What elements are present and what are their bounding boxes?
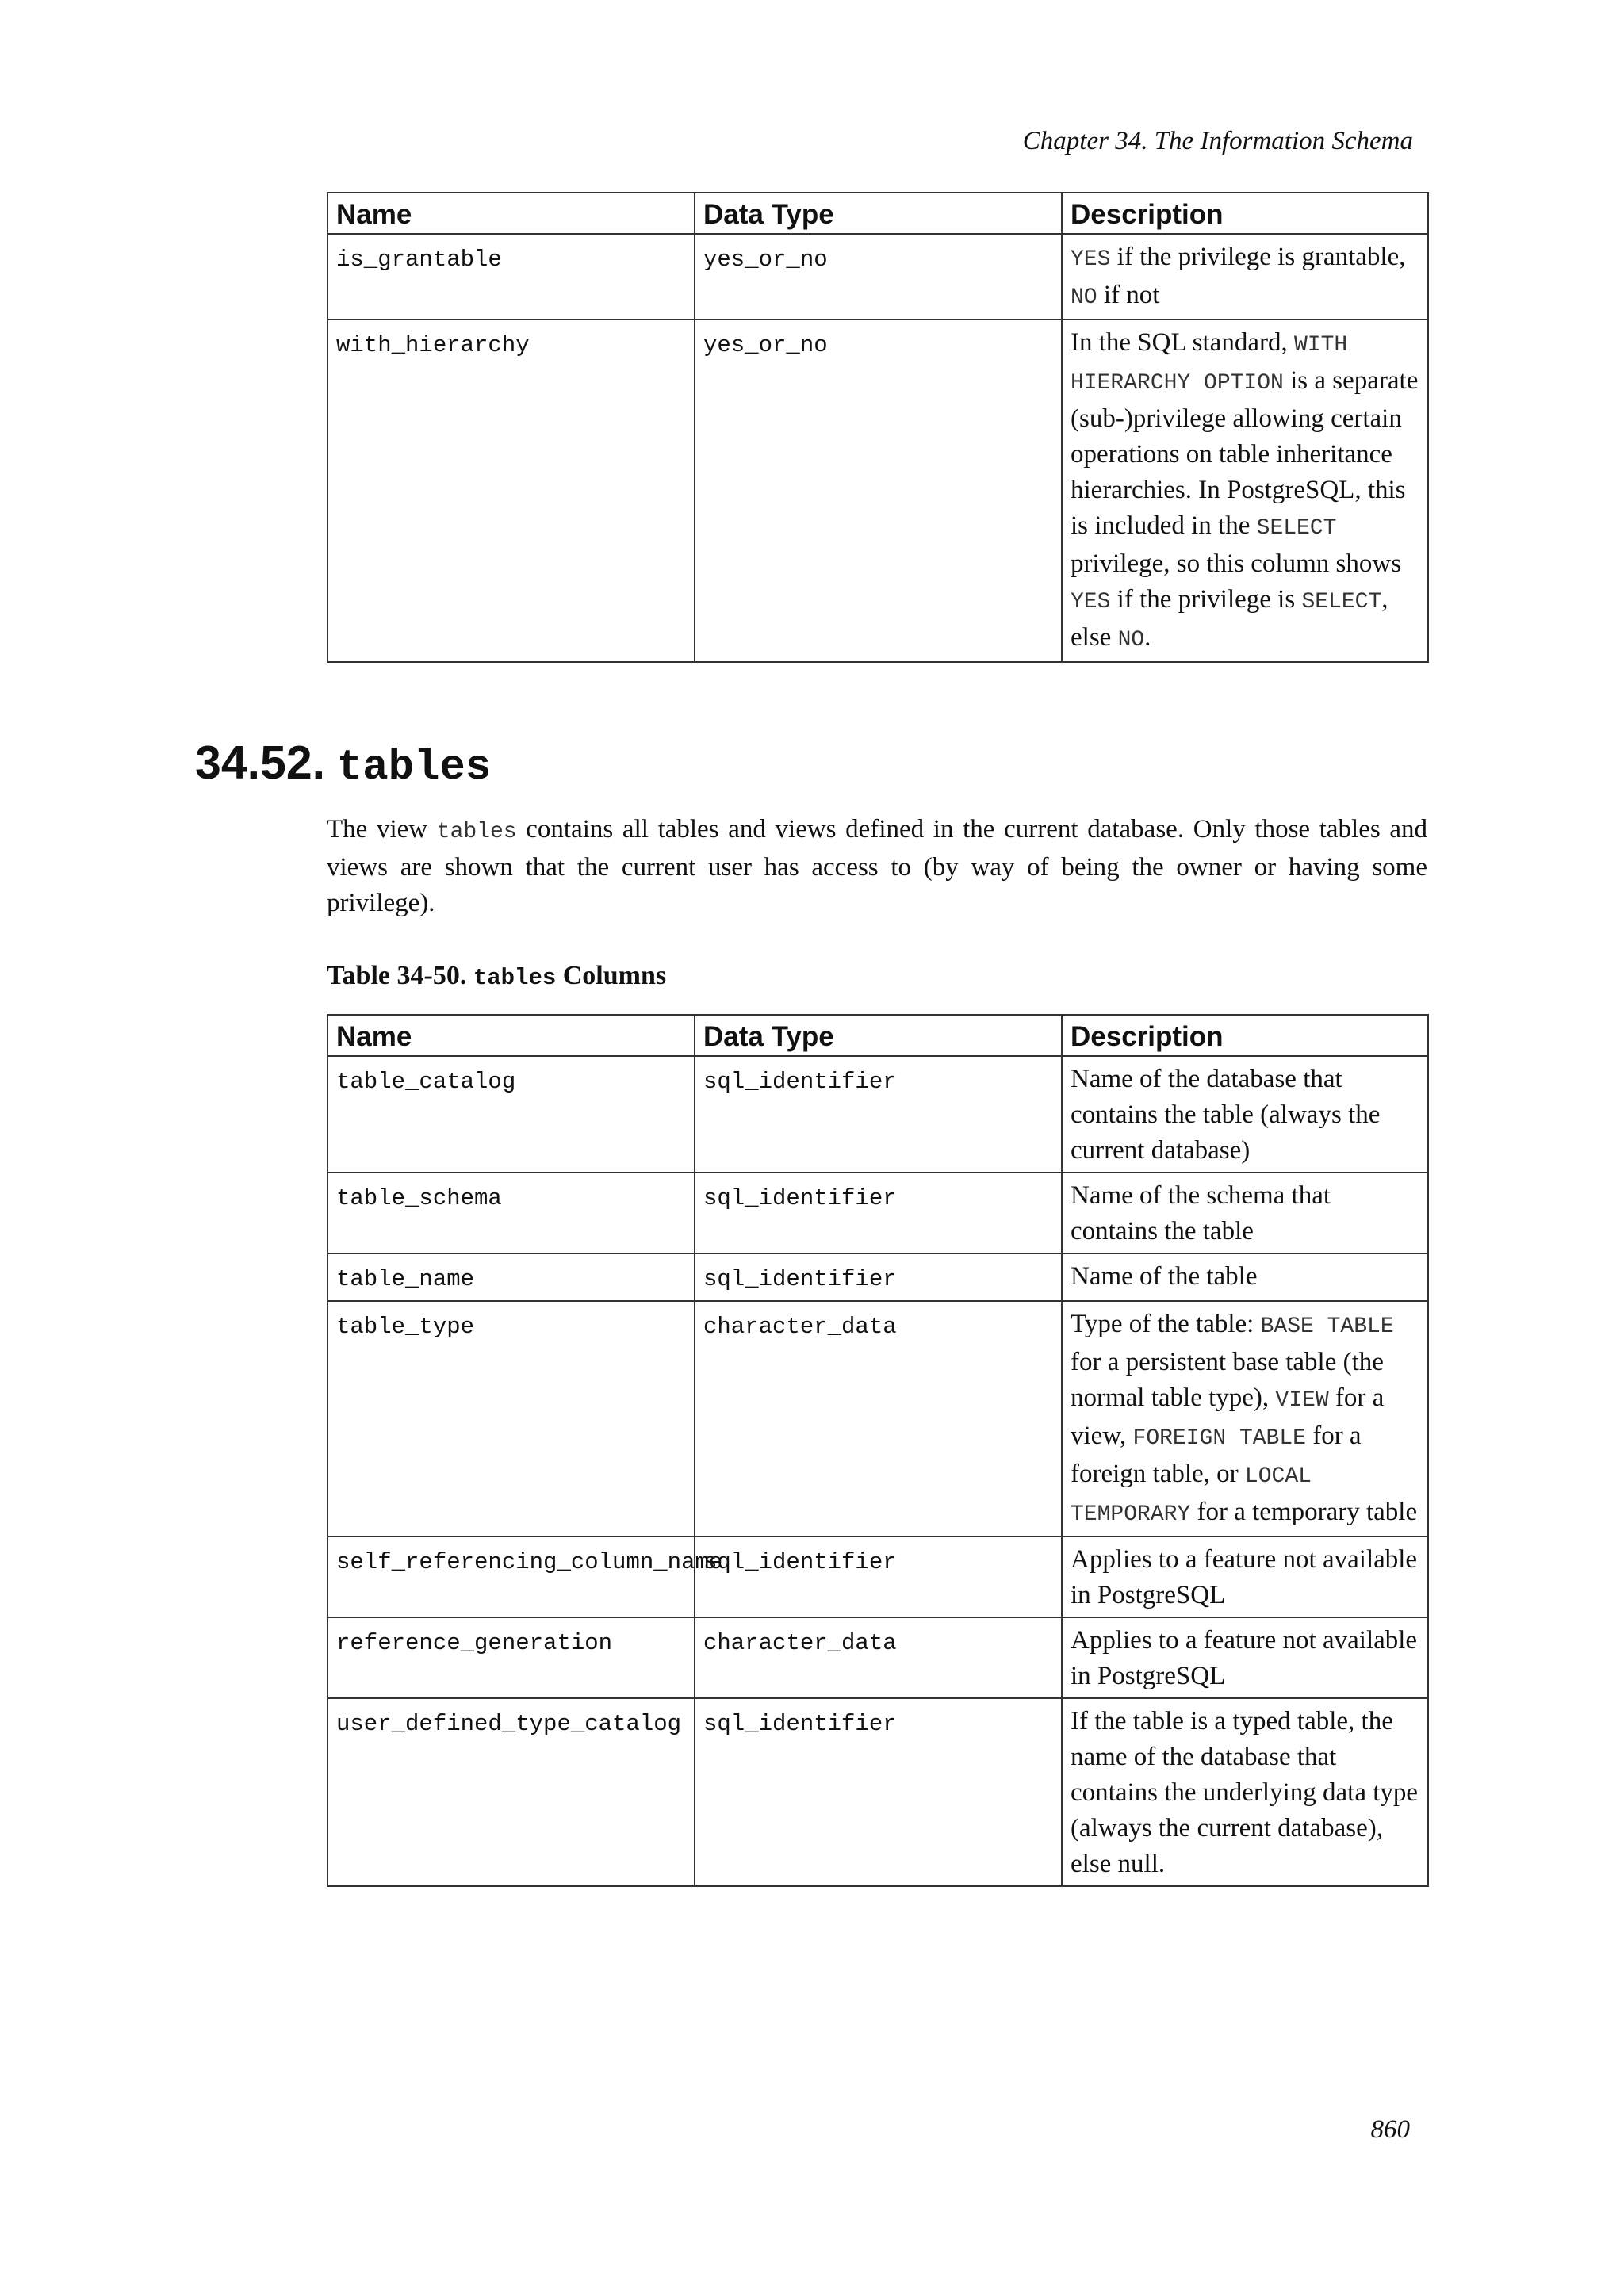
header-name: Name bbox=[327, 193, 695, 234]
section-intro-paragraph bbox=[327, 812, 1427, 921]
text-run: The view bbox=[327, 815, 437, 844]
data-type-cell: sql_identifier bbox=[695, 1253, 1062, 1301]
table-header-row bbox=[327, 193, 1428, 234]
column-name-cell: is_grantable bbox=[327, 234, 695, 320]
text-run: if not bbox=[1097, 281, 1160, 309]
text-run: Name of the table bbox=[1071, 1262, 1258, 1291]
data-type-cell: yes_or_no bbox=[695, 320, 1062, 662]
text-run: if the privilege is bbox=[1110, 585, 1302, 614]
data-type-cell: character_data bbox=[695, 1617, 1062, 1698]
table-header-row bbox=[327, 1015, 1428, 1056]
header-description: Description bbox=[1062, 1015, 1428, 1056]
text-run: Type of the table: bbox=[1071, 1310, 1261, 1338]
data-type-cell: sql_identifier bbox=[695, 1698, 1062, 1886]
inline-code: LOCAL TEMPORARY bbox=[1071, 1464, 1312, 1527]
description-cell bbox=[1062, 1301, 1428, 1536]
header-description: Description bbox=[1062, 193, 1428, 234]
running-head: Chapter 34. The Information Schema bbox=[1022, 127, 1413, 155]
column-name-cell: table_schema bbox=[327, 1173, 695, 1253]
inline-code: WITH HIERARCHY OPTION bbox=[1071, 333, 1348, 396]
caption-suffix: Columns bbox=[556, 961, 667, 990]
table-row bbox=[327, 1536, 1428, 1617]
section-number: 34.52. bbox=[195, 737, 326, 789]
text-run: contains all tables and views defined in the current database. Only those tables and views are shown that the current user has access to (by way of being the owner or having some privilege). bbox=[327, 815, 1428, 917]
text-run: is a separate (sub-)privilege allowing certain operations on table inheritance hierarchies. In PostgreSQL, this is included in the bbox=[1071, 366, 1419, 540]
inline-code: tables bbox=[436, 820, 517, 844]
prev-columns-table bbox=[327, 192, 1429, 663]
column-name-cell: user_defined_type_catalog bbox=[327, 1698, 695, 1886]
text-run: privilege, so this column shows bbox=[1071, 549, 1402, 578]
description-cell bbox=[1062, 1698, 1428, 1886]
column-name-cell: reference_generation bbox=[327, 1617, 695, 1698]
table-row bbox=[327, 1173, 1428, 1253]
table-row bbox=[327, 1698, 1428, 1886]
description-cell bbox=[1062, 1536, 1428, 1617]
column-name-cell: table_catalog bbox=[327, 1056, 695, 1173]
column-name-cell: table_name bbox=[327, 1253, 695, 1301]
inline-code: YES bbox=[1071, 247, 1111, 272]
inline-code: FOREIGN TABLE bbox=[1132, 1426, 1306, 1451]
data-type-cell: sql_identifier bbox=[695, 1056, 1062, 1173]
inline-code: YES bbox=[1071, 590, 1111, 614]
text-run: if the privilege is grantable, bbox=[1110, 243, 1406, 271]
inline-code: BASE TABLE bbox=[1260, 1314, 1394, 1339]
text-run: for a foreign table, or bbox=[1071, 1422, 1362, 1488]
description-cell bbox=[1062, 1617, 1428, 1698]
table-row bbox=[327, 1056, 1428, 1173]
text-run: Applies to a feature not available in PostgreSQL bbox=[1071, 1626, 1418, 1690]
description-cell bbox=[1062, 1173, 1428, 1253]
text-run: . bbox=[1144, 623, 1151, 652]
data-type-cell: yes_or_no bbox=[695, 234, 1062, 320]
text-run: for a view, bbox=[1071, 1383, 1385, 1450]
table-row bbox=[327, 1617, 1428, 1698]
text-run: Name of the database that contains the table (always the current database) bbox=[1071, 1065, 1381, 1165]
description-cell bbox=[1062, 1253, 1428, 1301]
data-type-cell: sql_identifier bbox=[695, 1536, 1062, 1617]
inline-code: NO bbox=[1071, 285, 1097, 310]
column-name-cell: table_type bbox=[327, 1301, 695, 1536]
inline-code: VIEW bbox=[1275, 1388, 1329, 1413]
description-cell bbox=[1062, 1056, 1428, 1173]
inline-code: NO bbox=[1117, 628, 1145, 652]
header-data-type: Data Type bbox=[695, 1015, 1062, 1056]
header-data-type: Data Type bbox=[695, 193, 1062, 234]
data-type-cell: sql_identifier bbox=[695, 1173, 1062, 1253]
table-caption bbox=[327, 958, 666, 997]
table-row bbox=[327, 1253, 1428, 1301]
description-cell bbox=[1062, 320, 1428, 662]
tables-columns-table bbox=[327, 1014, 1429, 1887]
caption-prefix: Table 34-50. bbox=[327, 961, 473, 990]
column-name-cell: with_hierarchy bbox=[327, 320, 695, 662]
section-heading bbox=[195, 733, 491, 798]
text-run: In the SQL standard, bbox=[1071, 328, 1294, 357]
description-cell bbox=[1062, 234, 1428, 320]
text-run: Name of the schema that contains the table bbox=[1071, 1181, 1331, 1246]
table-row bbox=[327, 1301, 1428, 1536]
text-run: , else bbox=[1071, 585, 1388, 652]
inline-code: SELECT bbox=[1256, 516, 1337, 541]
caption-code: tables bbox=[473, 965, 557, 991]
data-type-cell: character_data bbox=[695, 1301, 1062, 1536]
text-run: If the table is a typed table, the name of the database that contains the underlying data type (always the current database), else null. bbox=[1071, 1707, 1419, 1878]
text-run: Applies to a feature not available in PostgreSQL bbox=[1071, 1545, 1418, 1609]
table-row bbox=[327, 234, 1428, 320]
inline-code: SELECT bbox=[1301, 590, 1382, 614]
column-name-cell: self_referencing_column_name bbox=[327, 1536, 695, 1617]
text-run: for a temporary table bbox=[1190, 1498, 1418, 1526]
header-name: Name bbox=[327, 1015, 695, 1056]
text-run: for a persistent base table (the normal table type), bbox=[1071, 1348, 1384, 1412]
section-name: tables bbox=[336, 744, 492, 792]
table-row bbox=[327, 320, 1428, 662]
page-number: 860 bbox=[1370, 2115, 1410, 2144]
